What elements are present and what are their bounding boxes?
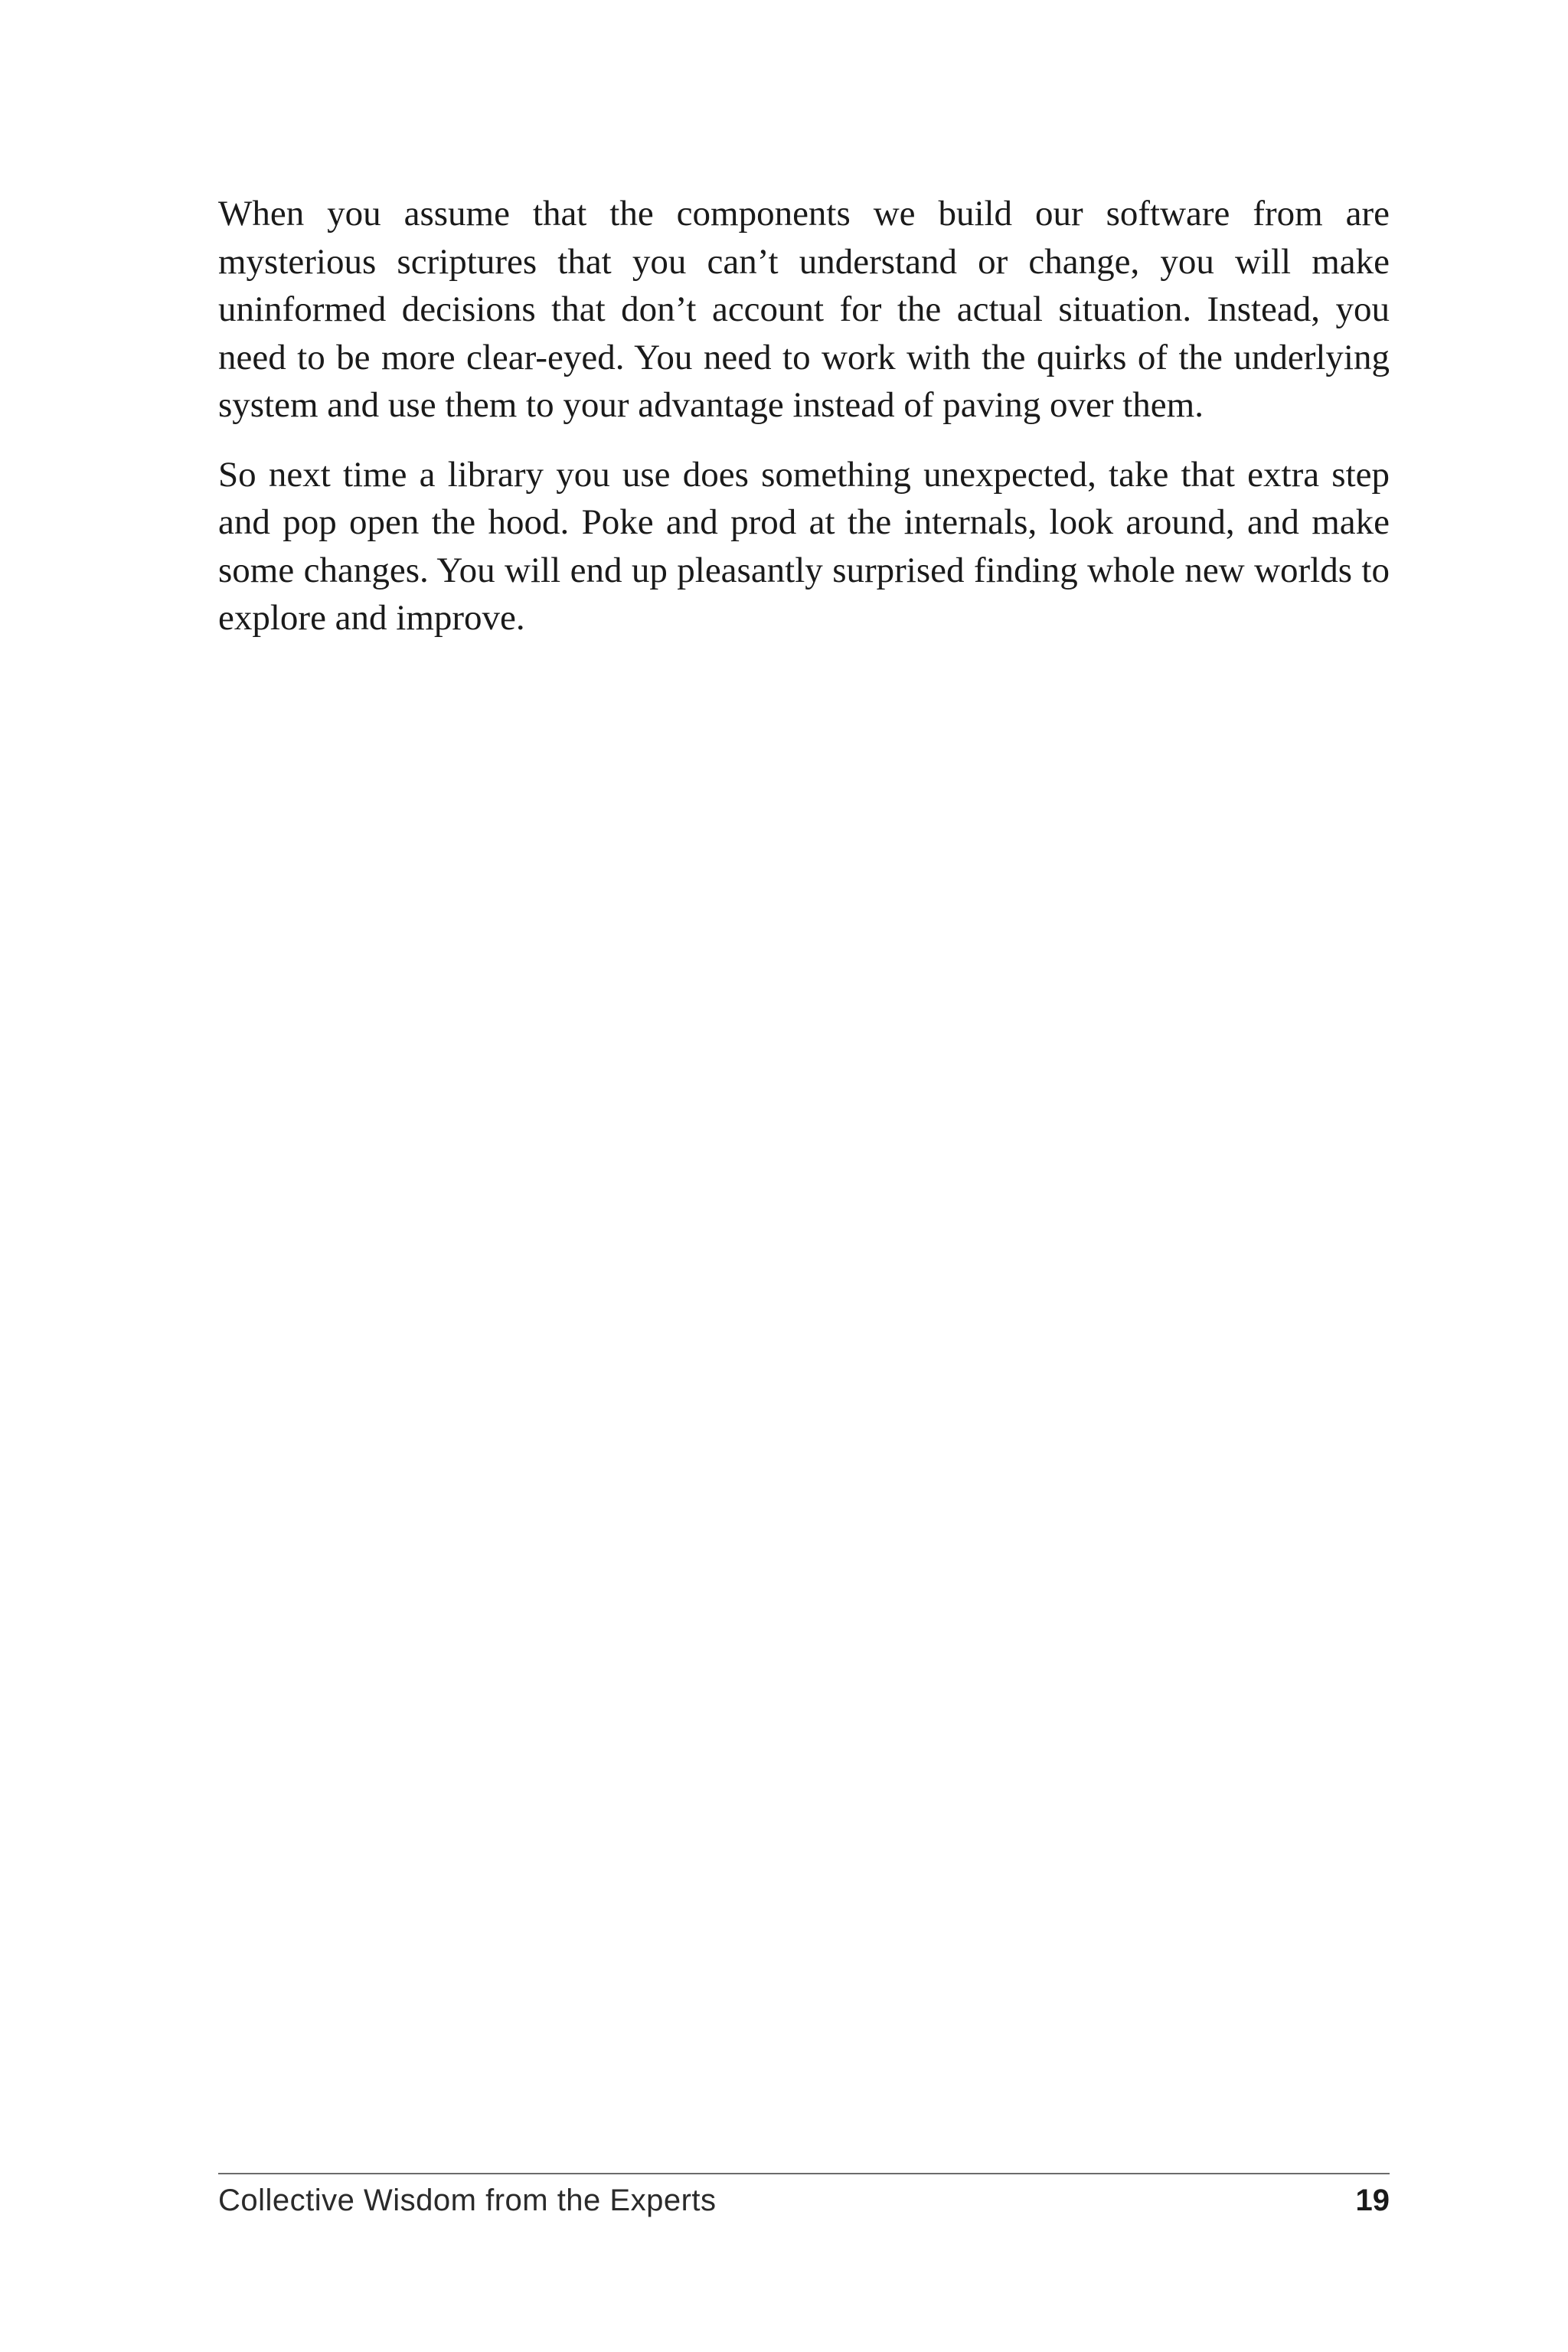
page-footer (218, 2179, 1390, 2222)
paragraph-1: When you assume that the components we build our software from are mysterious scriptures that you can’t understand or change, you will make uninformed decisions that don’t account for the actual situation. Instead, you need to be more clear-eyed. You need to work with the quirks of the underlying system and use them to your advantage instead of paving over them. (218, 194, 1390, 425)
page-number: 19 (1355, 2184, 1390, 2217)
footer-divider (218, 2173, 1390, 2174)
footer-book-title: Collective Wisdom from the Experts (218, 2184, 717, 2217)
body-text (218, 190, 1390, 642)
paragraph-2: So next time a library you use does something unexpected, take that extra step and pop open the hood. Poke and prod at the internals, look around, and make some changes. You will end up pleasantly surprised finding whole new worlds to explore and improve. (218, 454, 1390, 638)
